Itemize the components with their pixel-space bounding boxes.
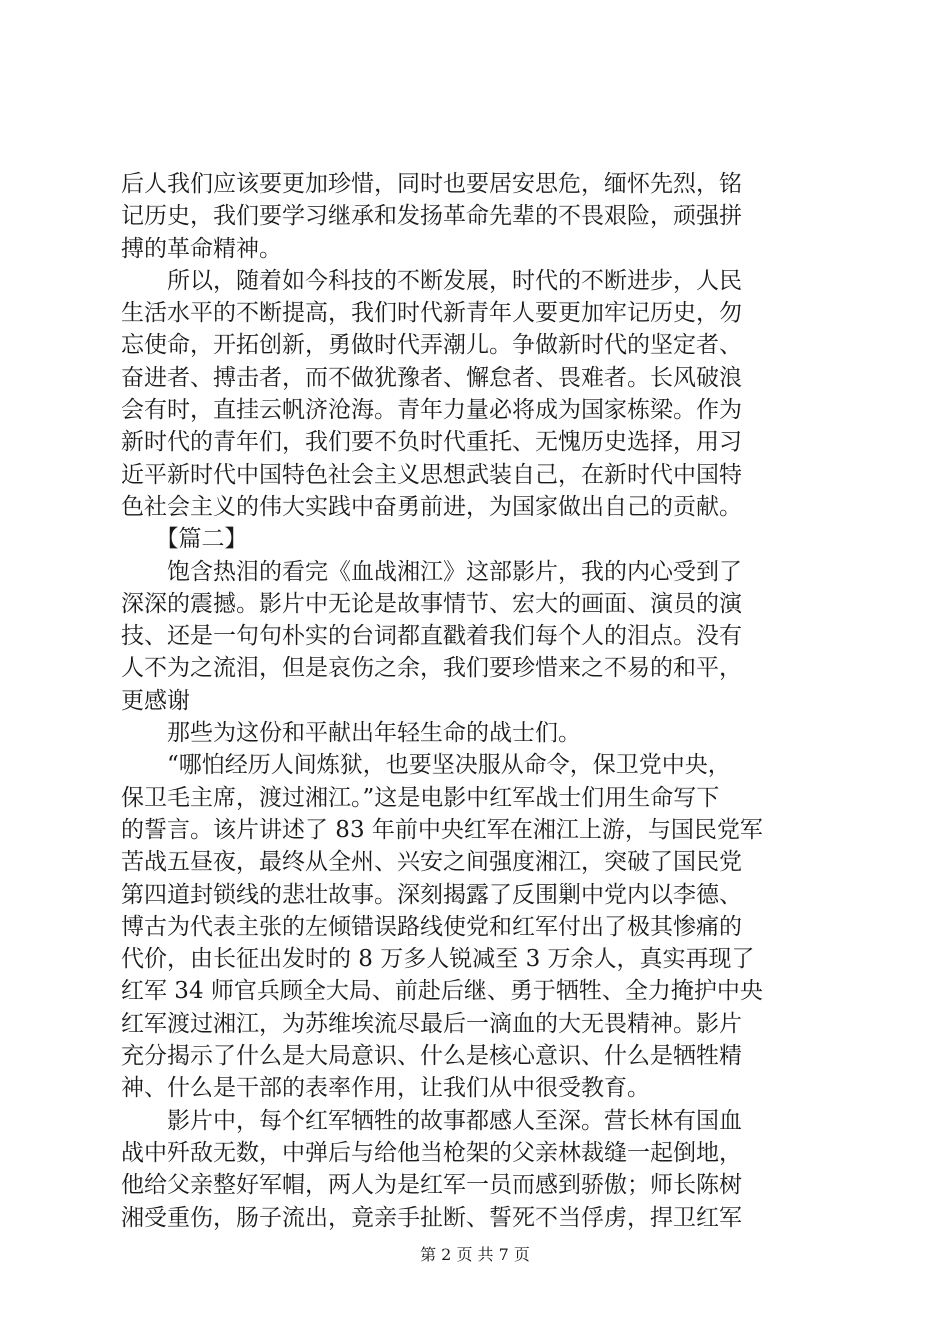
text-line: 苦战五昼夜，最终从全州、兴安之间强度湘江，突破了国民党: [121, 849, 742, 876]
page-footer: 第 2 页 共 7 页: [420, 1245, 530, 1264]
text-line: 那些为这份和平献出年轻生命的战士们。: [121, 720, 581, 747]
text-line: 记历史，我们要学习继承和发扬革命先辈的不畏艰险，顽强拼: [121, 203, 742, 230]
text-line: 博古为代表主张的左倾错误路线使党和红军付出了极其惨痛的: [121, 913, 742, 940]
text-line: 战中歼敌无数，中弹后与给他当枪架的父亲林裁缝一起倒地，: [121, 1139, 742, 1166]
text-line: 影片中，每个红军牺牲的故事都感人至深。营长林有国血: [121, 1107, 742, 1134]
text-line: 代价，由长征出发时的 8 万多人锐减至 3 万余人，真实再现了: [121, 946, 755, 973]
text-line: 深深的震撼。影片中无论是故事情节、宏大的画面、演员的演: [121, 590, 742, 617]
document-body: [121, 168, 833, 1234]
text-line: 后人我们应该要更加珍惜，同时也要居安思危，缅怀先烈，铭: [121, 171, 742, 197]
text-line: 第四道封锁线的悲壮故事。深刻揭露了反围剿中党内以李德、: [121, 881, 742, 908]
text-line: 【篇二】: [121, 526, 248, 553]
text-line: 奋进者、搏击者，而不做犹豫者、懈怠者、畏难者。长风破浪: [121, 364, 742, 391]
text-line: 人不为之流泪，但是哀伤之余，我们要珍惜来之不易的和平，: [121, 655, 742, 682]
text-line: 所以，随着如今科技的不断发展，时代的不断进步，人民: [121, 267, 742, 294]
text-line: 会有时，直挂云帆济沧海。青年力量必将成为国家栋梁。作为: [121, 397, 742, 424]
text-line: 神、什么是干部的表率作用，让我们从中很受教育。: [121, 1075, 650, 1102]
text-line: 饱含热泪的看完《血战湘江》这部影片，我的内心受到了: [121, 558, 742, 585]
text-line: 生活水平的不断提高，我们时代新青年人要更加牢记历史，勿: [121, 300, 742, 327]
text-line: 的誓言。该片讲述了 83 年前中央红军在湘江上游，与国民党军: [121, 816, 763, 843]
text-line: 新时代的青年们，我们要不负时代重托、无愧历史选择，用习: [121, 429, 742, 456]
text-line: 充分揭示了什么是大局意识、什么是核心意识、什么是牺牲精: [121, 1043, 742, 1070]
text-line: 湘受重伤，肠子流出，竟亲手扯断、誓死不当俘虏，捍卫红军: [121, 1204, 742, 1231]
text-line: “哪怕经历人间炼狱，也要坚决服从命令，保卫党中央，: [121, 752, 731, 779]
text-line: 更感谢: [121, 687, 190, 714]
text-line: 技、还是一句句朴实的台词都直戳着我们每个人的泪点。没有: [121, 623, 742, 650]
text-line: 红军渡过湘江，为苏维埃流尽最后一滴血的大无畏精神。影片: [121, 1010, 742, 1037]
text-line: 搏的革命精神。: [121, 235, 282, 262]
text-line: 红军 34 师官兵顾全大局、前赴后继、勇于牺牲、全力掩护中央: [121, 978, 763, 1005]
text-line: 近平新时代中国特色社会主义思想武装自己，在新时代中国特: [121, 461, 742, 488]
text-line: 保卫毛主席，渡过湘江。”这是电影中红军战士们用生命写下: [121, 784, 720, 811]
text-line: 他给父亲整好军帽，两人为是红军一员而感到骄傲；师长陈树: [121, 1172, 742, 1199]
text-line: 色社会主义的伟大实践中奋勇前进，为国家做出自己的贡献。: [121, 493, 742, 520]
text-line: 忘使命，开拓创新，勇做时代弄潮儿。争做新时代的坚定者、: [121, 332, 742, 359]
